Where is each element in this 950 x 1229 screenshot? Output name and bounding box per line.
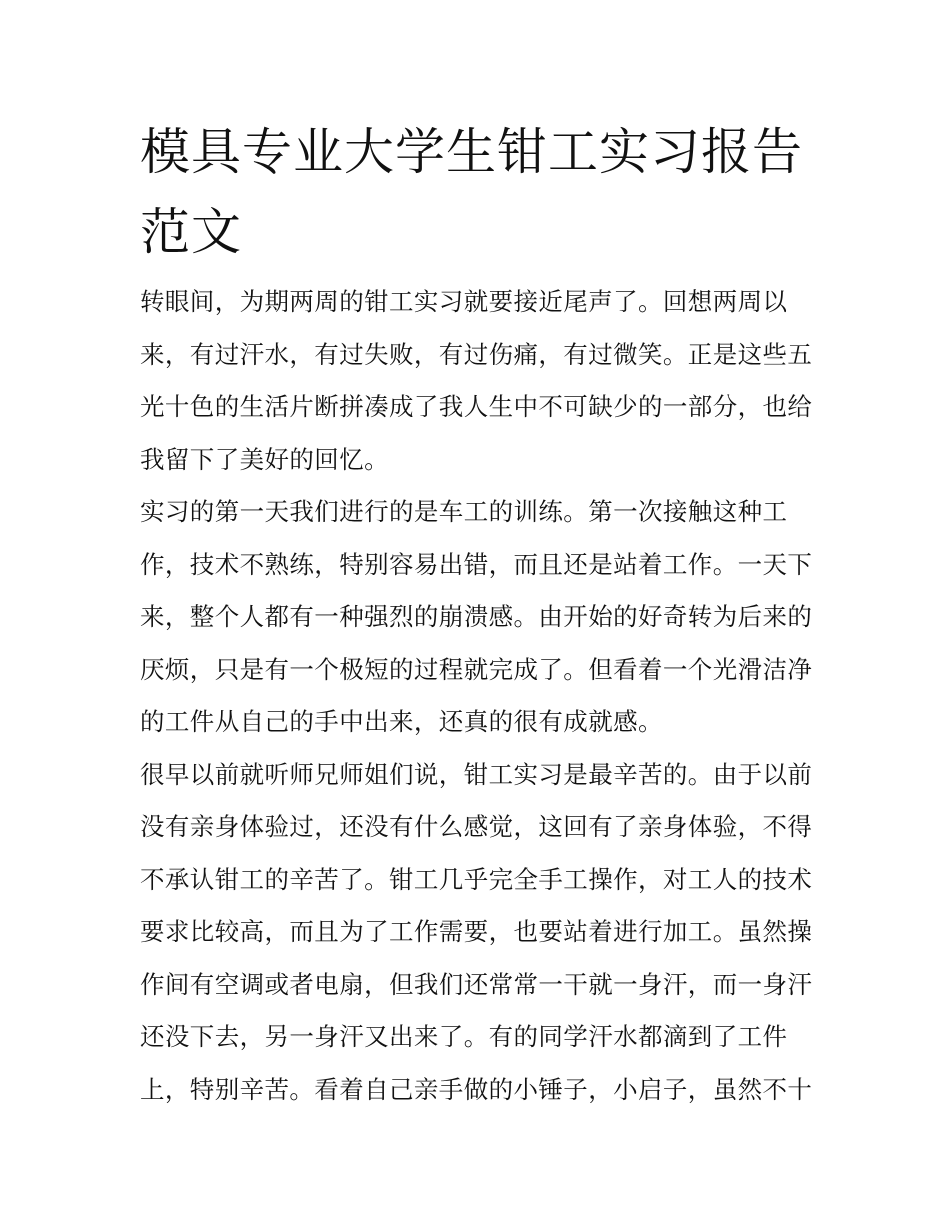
text-line: 厌烦，只是有一个极短的过程就完成了。但看着一个光滑洁净 [140,654,813,684]
paragraph-2 [140,486,820,749]
text-line: 的工件从自己的手中出来，还真的很有成就感。 [140,707,663,736]
title-line: 范文 [140,203,242,261]
text-line: 作间有空调或者电扇，但我们还常常一干就一身汗，而一身汗 [140,969,813,999]
text-line: 上，特别辛苦。看着自己亲手做的小锤子，小启子，虽然不十 [140,1074,813,1104]
text-line: 我留下了美好的回忆。 [140,444,389,474]
text-line: 没有亲身体验过，还没有什么感觉，这回有了亲身体验，不得 [140,812,813,841]
text-line: 转眼间，为期两周的钳工实习就要接近尾声了。回想两周以 [140,287,788,316]
paragraph-1 [140,276,820,486]
text-line: 实习的第一天我们进行的是车工的训练。第一次接触这种工 [140,497,788,526]
text-line: 不承认钳工的辛苦了。钳工几乎完全手工操作，对工人的技术 [140,864,813,894]
text-line: 来，整个人都有一种强烈的崩溃感。由开始的好奇转为后来的 [140,602,813,631]
paragraph-3 [140,749,820,1117]
text-line: 来，有过汗水，有过失败，有过伤痛，有过微笑。正是这些五 [140,339,813,369]
text-line: 还没下去，另一身汗又出来了。有的同学汗水都滴到了工件 [140,1022,788,1051]
text-line: 光十色的生活片断拼凑成了我人生中不可缺少的一部分，也给 [140,392,813,421]
document-body [140,276,820,1116]
text-line: 作，技术不熟练，特别容易出错，而且还是站着工作。一天下 [140,549,813,579]
text-line: 要求比较高，而且为了工作需要，也要站着进行加工。虽然操 [140,917,813,946]
title-line: 模具专业大学生钳工实习报告 [140,123,803,181]
document-title [140,112,820,272]
text-line: 很早以前就听师兄师姐们说，钳工实习是最辛苦的。由于以前 [140,759,813,789]
